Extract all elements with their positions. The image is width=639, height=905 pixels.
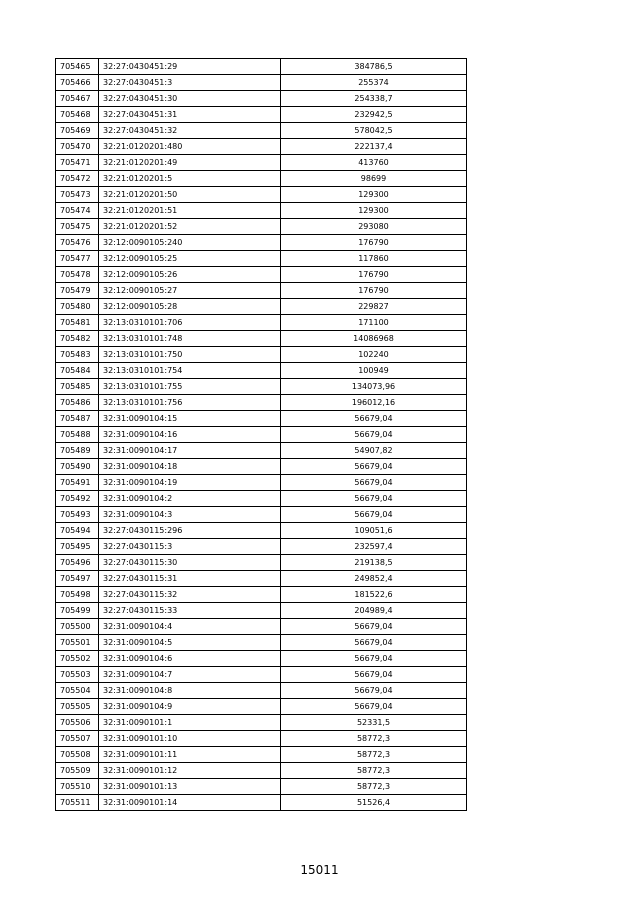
cadastral-value-cell: 413760 [281,155,467,171]
table-row [56,571,467,587]
cadastral-number-cell: 32:27:0430115:32 [99,587,281,603]
cadastral-value-cell: 255374 [281,75,467,91]
cadastral-number-cell: 32:27:0430115:296 [99,523,281,539]
table-row [56,331,467,347]
table-row [56,443,467,459]
cadastral-value-cell: 51526,4 [281,795,467,811]
cadastral-number-cell: 32:31:0090104:3 [99,507,281,523]
row-number-cell: 705477 [56,251,99,267]
table-row [56,203,467,219]
cadastral-number-cell: 32:31:0090104:8 [99,683,281,699]
row-number-cell: 705481 [56,315,99,331]
cadastral-value-cell: 56679,04 [281,635,467,651]
cadastral-value-cell: 98699 [281,171,467,187]
row-number-cell: 705473 [56,187,99,203]
row-number-cell: 705488 [56,427,99,443]
table-row [56,539,467,555]
cadastral-value-cell: 56679,04 [281,459,467,475]
cadastral-value-cell: 578042,5 [281,123,467,139]
cadastral-value-cell: 229827 [281,299,467,315]
cadastral-value-table [55,58,467,811]
cadastral-number-cell: 32:13:0310101:706 [99,315,281,331]
table-row [56,763,467,779]
row-number-cell: 705503 [56,667,99,683]
row-number-cell: 705511 [56,795,99,811]
row-number-cell: 705489 [56,443,99,459]
cadastral-value-cell: 219138,5 [281,555,467,571]
row-number-cell: 705483 [56,347,99,363]
cadastral-number-cell: 32:12:0090105:240 [99,235,281,251]
row-number-cell: 705504 [56,683,99,699]
table-row [56,347,467,363]
cadastral-number-cell: 32:13:0310101:754 [99,363,281,379]
table-row [56,171,467,187]
row-number-cell: 705469 [56,123,99,139]
cadastral-value-cell: 222137,4 [281,139,467,155]
table-row [56,91,467,107]
row-number-cell: 705467 [56,91,99,107]
row-number-cell: 705491 [56,475,99,491]
table-row [56,523,467,539]
cadastral-value-cell: 249852,4 [281,571,467,587]
cadastral-value-cell: 171100 [281,315,467,331]
cadastral-value-cell: 204989,4 [281,603,467,619]
row-number-cell: 705465 [56,59,99,75]
cadastral-value-cell: 232942,5 [281,107,467,123]
row-number-cell: 705506 [56,715,99,731]
table-row [56,411,467,427]
cadastral-value-cell: 102240 [281,347,467,363]
table-row [56,251,467,267]
table-row [56,779,467,795]
row-number-cell: 705508 [56,747,99,763]
cadastral-value-cell: 56679,04 [281,619,467,635]
cadastral-value-cell: 176790 [281,283,467,299]
cadastral-value-cell: 129300 [281,187,467,203]
row-number-cell: 705482 [56,331,99,347]
row-number-cell: 705505 [56,699,99,715]
row-number-cell: 705480 [56,299,99,315]
cadastral-value-cell: 117860 [281,251,467,267]
cadastral-value-cell: 56679,04 [281,411,467,427]
table-row [56,619,467,635]
cadastral-value-cell: 58772,3 [281,763,467,779]
table-row [56,123,467,139]
table-row [56,139,467,155]
table-row [56,363,467,379]
row-number-cell: 705471 [56,155,99,171]
row-number-cell: 705476 [56,235,99,251]
cadastral-value-cell: 56679,04 [281,667,467,683]
cadastral-number-cell: 32:31:0090104:4 [99,619,281,635]
cadastral-value-cell: 56679,04 [281,699,467,715]
cadastral-value-cell: 56679,04 [281,427,467,443]
row-number-cell: 705499 [56,603,99,619]
table-row [56,555,467,571]
table-row [56,395,467,411]
cadastral-number-cell: 32:21:0120201:50 [99,187,281,203]
row-number-cell: 705501 [56,635,99,651]
cadastral-number-cell: 32:12:0090105:28 [99,299,281,315]
cadastral-number-cell: 32:31:0090104:6 [99,651,281,667]
row-number-cell: 705510 [56,779,99,795]
table-row [56,587,467,603]
table-body [56,59,467,811]
cadastral-number-cell: 32:12:0090105:25 [99,251,281,267]
cadastral-value-cell: 58772,3 [281,731,467,747]
cadastral-value-cell: 134073,96 [281,379,467,395]
table-row [56,715,467,731]
cadastral-number-cell: 32:31:0090101:14 [99,795,281,811]
cadastral-number-cell: 32:31:0090104:17 [99,443,281,459]
table-row [56,475,467,491]
cadastral-number-cell: 32:31:0090104:2 [99,491,281,507]
table-row [56,603,467,619]
table-row [56,379,467,395]
cadastral-number-cell: 32:31:0090104:18 [99,459,281,475]
cadastral-number-cell: 32:27:0430451:32 [99,123,281,139]
table-row [56,427,467,443]
cadastral-number-cell: 32:21:0120201:5 [99,171,281,187]
cadastral-value-cell: 56679,04 [281,651,467,667]
cadastral-number-cell: 32:31:0090104:19 [99,475,281,491]
cadastral-number-cell: 32:27:0430115:33 [99,603,281,619]
table-row [56,267,467,283]
row-number-cell: 705470 [56,139,99,155]
cadastral-number-cell: 32:21:0120201:51 [99,203,281,219]
cadastral-value-cell: 196012,16 [281,395,467,411]
cadastral-value-cell: 56679,04 [281,683,467,699]
row-number-cell: 705490 [56,459,99,475]
cadastral-value-cell: 384786,5 [281,59,467,75]
row-number-cell: 705500 [56,619,99,635]
row-number-cell: 705492 [56,491,99,507]
cadastral-value-cell: 176790 [281,235,467,251]
cadastral-value-cell: 254338,7 [281,91,467,107]
table-row [56,747,467,763]
cadastral-number-cell: 32:31:0090104:16 [99,427,281,443]
table-row [56,459,467,475]
table-row [56,235,467,251]
table-row [56,59,467,75]
cadastral-value-cell: 293080 [281,219,467,235]
cadastral-number-cell: 32:31:0090101:12 [99,763,281,779]
row-number-cell: 705509 [56,763,99,779]
cadastral-number-cell: 32:27:0430451:30 [99,91,281,107]
cadastral-number-cell: 32:27:0430451:31 [99,107,281,123]
cadastral-number-cell: 32:31:0090104:7 [99,667,281,683]
row-number-cell: 705478 [56,267,99,283]
row-number-cell: 705502 [56,651,99,667]
row-number-cell: 705485 [56,379,99,395]
cadastral-number-cell: 32:31:0090104:15 [99,411,281,427]
row-number-cell: 705496 [56,555,99,571]
cadastral-number-cell: 32:21:0120201:49 [99,155,281,171]
cadastral-number-cell: 32:13:0310101:756 [99,395,281,411]
table-row [56,299,467,315]
cadastral-value-cell: 56679,04 [281,475,467,491]
cadastral-number-cell: 32:13:0310101:750 [99,347,281,363]
cadastral-value-cell: 14086968 [281,331,467,347]
cadastral-number-cell: 32:31:0090104:9 [99,699,281,715]
cadastral-number-cell: 32:31:0090101:10 [99,731,281,747]
cadastral-number-cell: 32:31:0090101:11 [99,747,281,763]
row-number-cell: 705497 [56,571,99,587]
row-number-cell: 705507 [56,731,99,747]
row-number-cell: 705495 [56,539,99,555]
row-number-cell: 705475 [56,219,99,235]
cadastral-number-cell: 32:31:0090101:1 [99,715,281,731]
table-row [56,315,467,331]
table-row [56,107,467,123]
cadastral-number-cell: 32:12:0090105:26 [99,267,281,283]
row-number-cell: 705466 [56,75,99,91]
cadastral-number-cell: 32:12:0090105:27 [99,283,281,299]
table-row [56,507,467,523]
cadastral-value-cell: 52331,5 [281,715,467,731]
row-number-cell: 705474 [56,203,99,219]
row-number-cell: 705479 [56,283,99,299]
cadastral-value-cell: 232597,4 [281,539,467,555]
cadastral-value-cell: 58772,3 [281,747,467,763]
table-row [56,283,467,299]
row-number-cell: 705487 [56,411,99,427]
row-number-cell: 705468 [56,107,99,123]
cadastral-value-cell: 58772,3 [281,779,467,795]
cadastral-number-cell: 32:27:0430115:30 [99,555,281,571]
cadastral-number-cell: 32:13:0310101:755 [99,379,281,395]
table-row [56,731,467,747]
cadastral-value-cell: 176790 [281,267,467,283]
table-row [56,699,467,715]
table-row [56,667,467,683]
cadastral-number-cell: 32:27:0430115:31 [99,571,281,587]
cadastral-value-cell: 54907,82 [281,443,467,459]
cadastral-number-cell: 32:13:0310101:748 [99,331,281,347]
cadastral-value-cell: 56679,04 [281,507,467,523]
table-row [56,635,467,651]
row-number-cell: 705498 [56,587,99,603]
table-row [56,219,467,235]
row-number-cell: 705494 [56,523,99,539]
table-row [56,187,467,203]
cadastral-number-cell: 32:21:0120201:52 [99,219,281,235]
table-row [56,795,467,811]
cadastral-number-cell: 32:21:0120201:480 [99,139,281,155]
table-row [56,683,467,699]
cadastral-number-cell: 32:31:0090101:13 [99,779,281,795]
cadastral-value-cell: 129300 [281,203,467,219]
cadastral-value-cell: 181522,6 [281,587,467,603]
row-number-cell: 705486 [56,395,99,411]
row-number-cell: 705484 [56,363,99,379]
row-number-cell: 705493 [56,507,99,523]
table-row [56,155,467,171]
cadastral-value-cell: 100949 [281,363,467,379]
cadastral-number-cell: 32:27:0430451:29 [99,59,281,75]
page-number: 15011 [300,863,339,877]
cadastral-value-cell: 56679,04 [281,491,467,507]
cadastral-number-cell: 32:31:0090104:5 [99,635,281,651]
cadastral-number-cell: 32:27:0430115:3 [99,539,281,555]
cadastral-number-cell: 32:27:0430451:3 [99,75,281,91]
table-row [56,491,467,507]
table-row [56,75,467,91]
cadastral-value-cell: 109051,6 [281,523,467,539]
row-number-cell: 705472 [56,171,99,187]
table-row [56,651,467,667]
